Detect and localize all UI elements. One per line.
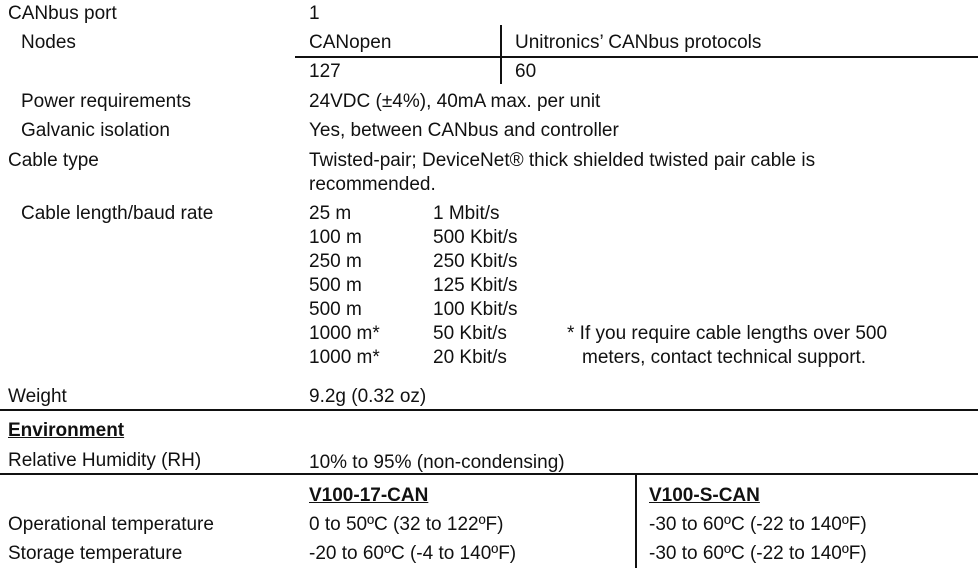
cable-length: 500 m (309, 299, 362, 320)
divider (500, 25, 502, 84)
baud-rate: 1 Mbit/s (433, 203, 500, 224)
isolation-label: Galvanic isolation (21, 120, 170, 141)
cable-length: 100 m (309, 227, 362, 248)
weight-label: Weight (8, 386, 67, 407)
cable-length: 1000 m* (309, 347, 380, 368)
cable-length: 250 m (309, 251, 362, 272)
divider (0, 473, 978, 475)
power-label: Power requirements (21, 91, 192, 112)
baud-rate: 500 Kbit/s (433, 227, 518, 248)
storage-temp-col1: -20 to 60ºC (-4 to 140ºF) (309, 543, 517, 564)
divider (0, 409, 978, 411)
cable-length: 25 m (309, 203, 352, 224)
baud-rate: 125 Kbit/s (433, 275, 518, 296)
cable-length-label: Cable length/baud rate (21, 203, 214, 224)
isolation-value: Yes, between CANbus and controller (309, 120, 619, 141)
cable-type-label: Cable type (8, 150, 99, 171)
divider (635, 474, 637, 568)
footnote: meters, contact technical support. (582, 347, 867, 368)
baud-rate: 50 Kbit/s (433, 323, 507, 344)
cable-type-value: Twisted-pair; DeviceNet® thick shielded twisted pair cable is (309, 150, 816, 171)
canbus-port-value: 1 (309, 3, 320, 24)
cable-length: 1000 m* (309, 323, 380, 344)
nodes-label: Nodes (21, 32, 76, 53)
col-header-v100-s-can: V100-S-CAN (649, 485, 760, 506)
canbus-port-label: CANbus port (8, 3, 117, 24)
rh-value: 10% to 95% (non-condensing) (309, 452, 565, 473)
storage-temp-label: Storage temperature (8, 543, 183, 564)
baud-rate: 250 Kbit/s (433, 251, 518, 272)
rh-label: Relative Humidity (RH) (8, 450, 202, 471)
unitronics-value: 60 (515, 61, 537, 82)
baud-rate: 20 Kbit/s (433, 347, 507, 368)
canopen-value: 127 (309, 61, 341, 82)
canopen-header: CANopen (309, 32, 392, 53)
op-temp-label: Operational temperature (8, 514, 214, 535)
op-temp-col2: -30 to 60ºC (-22 to 140ºF) (649, 514, 867, 535)
weight-value: 9.2g (0.32 oz) (309, 386, 427, 407)
power-value: 24VDC (±4%), 40mA max. per unit (309, 91, 601, 112)
divider (295, 56, 978, 58)
environment-heading: Environment (8, 420, 125, 441)
storage-temp-col2: -30 to 60ºC (-22 to 140ºF) (649, 543, 867, 564)
op-temp-col1: 0 to 50ºC (32 to 122ºF) (309, 514, 504, 535)
footnote: * If you require cable lengths over 500 (567, 323, 888, 344)
cable-length: 500 m (309, 275, 362, 296)
unitronics-header: Unitronics’ CANbus protocols (515, 32, 762, 53)
col-header-v100-17-can: V100-17-CAN (309, 485, 429, 506)
baud-rate: 100 Kbit/s (433, 299, 518, 320)
cable-type-value: recommended. (309, 174, 436, 195)
